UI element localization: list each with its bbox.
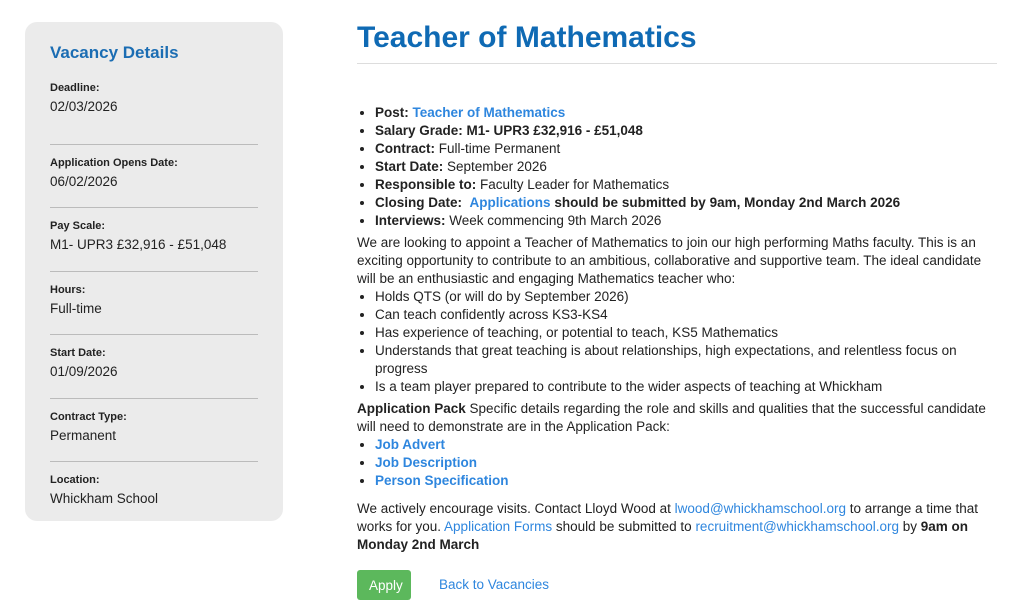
apply-button[interactable]: Apply bbox=[357, 570, 411, 600]
page-title: Teacher of Mathematics bbox=[357, 20, 997, 64]
job-advert-link[interactable]: Job Advert bbox=[375, 437, 446, 452]
pack-links bbox=[357, 436, 997, 490]
detail-label: Application Opens Date: bbox=[50, 156, 178, 169]
list-item bbox=[375, 122, 997, 140]
salary-text: Salary Grade: M1- UPR3 £32,916 - £51,048 bbox=[375, 123, 643, 138]
detail-value: 01/09/2026 bbox=[50, 364, 118, 379]
text: should be submitted to bbox=[552, 519, 696, 534]
list-item: • Holds QTS (or will do by September 2026) bbox=[375, 288, 997, 306]
person-specification-link[interactable]: Person Specification bbox=[375, 473, 509, 488]
detail-label: Deadline: bbox=[50, 82, 100, 94]
list-item bbox=[375, 176, 997, 194]
deadline-text: 9am on Monday 2nd March bbox=[357, 519, 968, 552]
contact-text bbox=[357, 500, 997, 554]
intro-text: We are looking to appoint a Teacher of Mathematics to join our high performing Maths faculty. This is an exciting opportunity to contribute to an ambitious, collaborative and supportive team. The ideal candidate will be an enthusiastic and engaging Mathematics teacher who: bbox=[357, 235, 982, 286]
list-item: • Is a team player prepared to contribute to the wider aspects of teaching at Whickham bbox=[375, 378, 997, 396]
label: Contract: bbox=[375, 141, 435, 156]
list-item bbox=[375, 158, 997, 176]
lwood-email-link[interactable]: lwood@whickhamschool.org bbox=[674, 501, 846, 516]
detail-hours bbox=[50, 272, 258, 336]
detail-deadline bbox=[50, 81, 258, 145]
job-description-link[interactable]: Job Description bbox=[375, 455, 478, 470]
list-item bbox=[375, 212, 997, 230]
list-item: • Understands that great teaching is about relationships, high expectations, and relentless focus on progress bbox=[375, 342, 997, 378]
detail-pay-scale bbox=[50, 208, 258, 272]
applications-link[interactable]: Applications bbox=[469, 195, 551, 210]
text: by bbox=[898, 519, 921, 534]
detail-start-date bbox=[50, 335, 258, 399]
label: Post: bbox=[375, 105, 409, 120]
value: should be submitted by 9am, Monday 2nd March 2026 bbox=[554, 195, 901, 210]
detail-label: Hours: bbox=[50, 283, 86, 296]
detail-value: Full-time bbox=[50, 300, 102, 316]
list-item: • Has experience of teaching, or potential to teach, KS5 Mathematics bbox=[375, 324, 997, 342]
criteria-list bbox=[357, 288, 997, 396]
detail-label: Location: bbox=[50, 474, 100, 486]
vacancy-content bbox=[357, 20, 997, 600]
detail-label: Contract Type: bbox=[50, 410, 127, 423]
value: September 2026 bbox=[447, 159, 547, 174]
label: Start Date: bbox=[375, 159, 444, 174]
detail-value: 06/02/2026 bbox=[50, 173, 118, 189]
application-forms-link[interactable]: Application Forms bbox=[444, 519, 553, 534]
list-item: • Can teach confidently across KS3-KS4 bbox=[375, 306, 997, 324]
list-item bbox=[375, 140, 997, 158]
value: Week commencing 9th March 2026 bbox=[449, 213, 662, 228]
label: Closing Date: bbox=[375, 195, 463, 210]
panel-title: Vacancy Details bbox=[50, 43, 179, 62]
detail-value: 02/03/2026 bbox=[50, 99, 118, 114]
text: We actively encourage visits. Contact Lloyd Wood at bbox=[357, 501, 675, 516]
list-item bbox=[375, 194, 997, 212]
value: Full-time Permanent bbox=[438, 141, 561, 156]
application-pack-text bbox=[357, 400, 997, 436]
detail-value: Permanent bbox=[50, 427, 117, 443]
value: Specific details regarding the role and skills and qualities that the successful candidate will need to demonstrate are in the Application Pack: bbox=[357, 401, 986, 434]
summary-list bbox=[357, 104, 997, 230]
label: Responsible to: bbox=[375, 177, 477, 192]
vacancy-details-panel bbox=[25, 22, 283, 521]
text: to arrange a time that works for you. bbox=[357, 501, 979, 534]
detail-value: Whickham School bbox=[50, 491, 159, 506]
value: Faculty Leader for Mathematics bbox=[480, 177, 670, 192]
detail-location bbox=[50, 462, 258, 526]
recruitment-email-link[interactable]: recruitment@whickhamschool.org bbox=[695, 519, 899, 534]
label: Interviews: bbox=[375, 213, 446, 228]
post-link[interactable]: Teacher of Mathematics bbox=[412, 105, 566, 120]
detail-label: Start Date: bbox=[50, 347, 106, 359]
detail-value: M1- UPR3 £32,916 - £51,048 bbox=[50, 237, 227, 252]
detail-label: Pay Scale: bbox=[50, 220, 106, 232]
actions bbox=[357, 570, 997, 600]
back-to-vacancies-link[interactable]: Back to Vacancies bbox=[439, 577, 550, 592]
label: Application Pack bbox=[357, 401, 466, 416]
list-item bbox=[375, 104, 997, 122]
detail-contract-type bbox=[50, 399, 258, 463]
detail-opens bbox=[50, 145, 258, 209]
